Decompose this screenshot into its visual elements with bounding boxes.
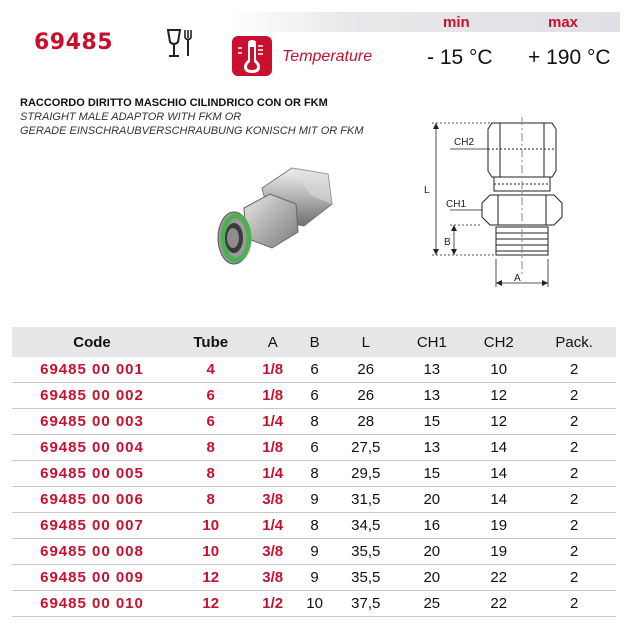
spec-table xyxy=(12,327,616,617)
cell-ch1: 25 xyxy=(398,591,465,617)
col-header-l: L xyxy=(333,327,398,357)
min-label: min xyxy=(443,14,470,31)
cell-a: 1/4 xyxy=(249,513,296,539)
cell-pack: 2 xyxy=(532,409,616,435)
cell-code: 69485 00 008 xyxy=(12,539,172,565)
product-description xyxy=(20,96,363,138)
table-row xyxy=(12,357,616,383)
cell-l: 26 xyxy=(333,383,398,409)
cell-code: 69485 00 001 xyxy=(12,357,172,383)
cell-ch1: 13 xyxy=(398,435,465,461)
cell-b: 8 xyxy=(296,409,333,435)
col-header-ch1: CH1 xyxy=(398,327,465,357)
cell-pack: 2 xyxy=(532,357,616,383)
cell-b: 9 xyxy=(296,565,333,591)
cell-a: 1/8 xyxy=(249,383,296,409)
cell-l: 37,5 xyxy=(333,591,398,617)
table-row xyxy=(12,565,616,591)
temperature-label: Temperature xyxy=(282,48,373,65)
cell-pack: 2 xyxy=(532,461,616,487)
cell-ch2: 12 xyxy=(465,383,532,409)
cell-tube: 10 xyxy=(172,513,249,539)
table-row xyxy=(12,539,616,565)
cell-ch2: 10 xyxy=(465,357,532,383)
cell-code: 69485 00 007 xyxy=(12,513,172,539)
cell-ch2: 14 xyxy=(465,435,532,461)
table-row xyxy=(12,383,616,409)
cell-code: 69485 00 010 xyxy=(12,591,172,617)
cell-code: 69485 00 002 xyxy=(12,383,172,409)
col-header-pack: Pack. xyxy=(532,327,616,357)
cell-a: 1/8 xyxy=(249,435,296,461)
description-german: GERADE EINSCHRAUBVERSCHRAUBUNG KONISCH MIT OR FKM xyxy=(20,125,364,137)
cell-b: 8 xyxy=(296,513,333,539)
technical-drawing xyxy=(410,115,630,295)
drawing-label-ch2: CH2 xyxy=(454,137,475,148)
cell-tube: 10 xyxy=(172,539,249,565)
cell-a: 1/4 xyxy=(249,409,296,435)
cell-ch1: 16 xyxy=(398,513,465,539)
cell-l: 29,5 xyxy=(333,461,398,487)
cell-ch2: 14 xyxy=(465,487,532,513)
cell-a: 3/8 xyxy=(249,487,296,513)
cell-ch1: 15 xyxy=(398,461,465,487)
cell-l: 27,5 xyxy=(333,435,398,461)
col-header-code: Code xyxy=(12,327,172,357)
cell-ch1: 13 xyxy=(398,357,465,383)
drawing-label-l: L xyxy=(424,185,430,196)
cell-code: 69485 00 003 xyxy=(12,409,172,435)
cell-ch2: 14 xyxy=(465,461,532,487)
cell-a: 1/4 xyxy=(249,461,296,487)
cell-ch2: 22 xyxy=(465,565,532,591)
spec-table-header-row xyxy=(12,327,616,357)
table-row xyxy=(12,487,616,513)
col-header-b: B xyxy=(296,327,333,357)
cell-ch1: 15 xyxy=(398,409,465,435)
description-italian: RACCORDO DIRITTO MASCHIO CILINDRICO CON OR FKM xyxy=(20,97,328,109)
cell-code: 69485 00 009 xyxy=(12,565,172,591)
spec-table-body xyxy=(12,357,616,617)
cell-tube: 4 xyxy=(172,357,249,383)
cell-pack: 2 xyxy=(532,539,616,565)
product-photo xyxy=(200,160,350,280)
cell-pack: 2 xyxy=(532,487,616,513)
cell-tube: 12 xyxy=(172,565,249,591)
col-header-a: A xyxy=(249,327,296,357)
cell-pack: 2 xyxy=(532,435,616,461)
cell-code: 69485 00 005 xyxy=(12,461,172,487)
cell-b: 9 xyxy=(296,487,333,513)
thermometer-icon xyxy=(232,36,272,76)
cell-ch2: 22 xyxy=(465,591,532,617)
food-safe-icon xyxy=(164,26,198,60)
cell-ch1: 20 xyxy=(398,539,465,565)
cell-pack: 2 xyxy=(532,513,616,539)
max-label: max xyxy=(548,14,579,31)
cell-b: 10 xyxy=(296,591,333,617)
table-row xyxy=(12,513,616,539)
cell-l: 34,5 xyxy=(333,513,398,539)
table-row xyxy=(12,409,616,435)
cell-l: 35,5 xyxy=(333,565,398,591)
temperature-max-value: + 190 °C xyxy=(528,46,611,69)
cell-l: 31,5 xyxy=(333,487,398,513)
col-header-tube: Tube xyxy=(172,327,249,357)
table-row xyxy=(12,591,616,617)
product-code-title: 69485 xyxy=(34,30,114,55)
cell-ch2: 19 xyxy=(465,539,532,565)
drawing-label-b: B xyxy=(444,237,451,248)
cell-pack: 2 xyxy=(532,591,616,617)
cell-tube: 12 xyxy=(172,591,249,617)
cell-l: 35,5 xyxy=(333,539,398,565)
table-row xyxy=(12,461,616,487)
cell-pack: 2 xyxy=(532,383,616,409)
cell-a: 3/8 xyxy=(249,565,296,591)
cell-ch2: 12 xyxy=(465,409,532,435)
cell-tube: 6 xyxy=(172,409,249,435)
cell-a: 1/2 xyxy=(249,591,296,617)
cell-b: 6 xyxy=(296,435,333,461)
temperature-header-band xyxy=(228,12,620,32)
cell-tube: 8 xyxy=(172,487,249,513)
cell-l: 28 xyxy=(333,409,398,435)
cell-ch1: 20 xyxy=(398,565,465,591)
table-row xyxy=(12,435,616,461)
cell-b: 8 xyxy=(296,461,333,487)
cell-tube: 8 xyxy=(172,435,249,461)
cell-code: 69485 00 004 xyxy=(12,435,172,461)
cell-tube: 8 xyxy=(172,461,249,487)
cell-pack: 2 xyxy=(532,565,616,591)
temperature-min-value: - 15 °C xyxy=(427,46,493,69)
cell-ch1: 13 xyxy=(398,383,465,409)
col-header-ch2: CH2 xyxy=(465,327,532,357)
cell-tube: 6 xyxy=(172,383,249,409)
drawing-label-ch1: CH1 xyxy=(446,199,467,210)
cell-ch1: 20 xyxy=(398,487,465,513)
cell-a: 1/8 xyxy=(249,357,296,383)
cell-b: 9 xyxy=(296,539,333,565)
cell-b: 6 xyxy=(296,383,333,409)
cell-l: 26 xyxy=(333,357,398,383)
cell-ch2: 19 xyxy=(465,513,532,539)
cell-code: 69485 00 006 xyxy=(12,487,172,513)
cell-a: 3/8 xyxy=(249,539,296,565)
drawing-label-a: A xyxy=(514,273,521,284)
cell-b: 6 xyxy=(296,357,333,383)
description-english: STRAIGHT MALE ADAPTOR WITH FKM OR xyxy=(20,111,242,123)
